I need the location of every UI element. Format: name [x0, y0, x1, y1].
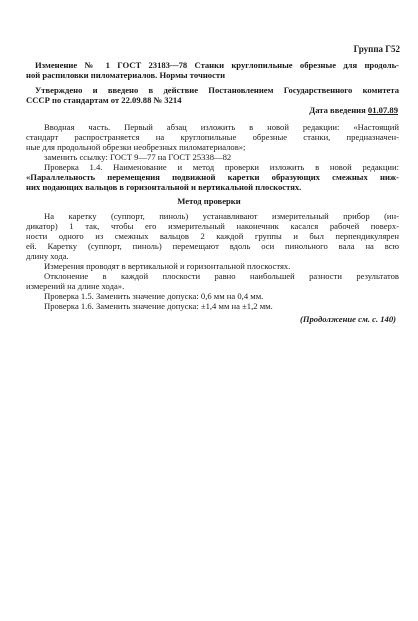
- change-title-line-1: Изменение № 1 ГОСТ 23183—78 Станки круглопильные обрезные для продоль-: [35, 60, 399, 70]
- method-heading: Метод проверки: [177, 196, 241, 206]
- effective-date-value: 01.07.89: [367, 105, 398, 115]
- effective-date-label: Дата введения: [309, 105, 366, 115]
- intro-line-1: Вводная часть. Первый абзац изложить в новой редакции: «Настоящий: [44, 122, 399, 132]
- group-code: Группа Г52: [353, 44, 400, 54]
- approval-line-2: СССР по стандартам от 22.09.88 № 3214: [26, 95, 182, 105]
- method-line-1: На каретку (суппорт, пиноль) устанавливают измерительный прибор (ин-: [44, 211, 399, 221]
- intro-line-4: заменить ссылку: ГОСТ 9—77 на ГОСТ 25338—82: [44, 152, 232, 162]
- check14-line-3: них подающих вальцов в горизонтальной и вертикальной плоскостях.: [26, 182, 302, 192]
- method-line-4: ей. Каретку (суппорт, пиноль) перемещают вдоль оси пинольного вала на всю: [26, 241, 399, 251]
- method-line-8: измерений на длине хода».: [26, 281, 125, 291]
- intro-line-3: ные для продольной обрезки необрезных пиломатериалов»;: [26, 142, 246, 152]
- change-title-line-2: ной распиловки пиломатериалов. Нормы точности: [26, 70, 226, 80]
- method-line-3: ности одного из смежных вальцов 2 каждой группы и был перпендикулярен: [26, 231, 399, 241]
- check15-text: Проверка 1.5. Заменить значение допуска: 0,6 мм на 0,4 мм.: [44, 291, 264, 301]
- method-line-6: Измерения проводят в вертикальной и горизонтальной плоскостях.: [44, 261, 291, 271]
- check14-line-2: «Параллельность перемещения подвижной каретки образующих смежных ниж-: [26, 172, 399, 182]
- intro-line-2: стандарт распространяется на круглопильные обрезные станки, предназначен-: [26, 132, 399, 142]
- check14-line-1: Проверка 1.4. Наименование и метод проверки изложить в новой редакции:: [44, 162, 399, 172]
- continuation-note: (Продолжение см. с. 140): [299, 314, 396, 324]
- approval-line-1: Утверждено и введено в действие Постановлением Государственного комитета: [35, 85, 399, 95]
- method-line-5: длину хода.: [26, 251, 69, 261]
- method-line-2: дикатор) 1 так, чтобы его измерительный наконечник касался рабочей поверх-: [26, 221, 399, 231]
- method-line-7: Отклонение в каждой плоскости равно наибольшей разности результатов: [44, 271, 399, 281]
- effective-date: [309, 105, 398, 115]
- check16-text: Проверка 1.6. Заменить значение допуска: ±1,4 мм на ±1,2 мм.: [44, 301, 273, 311]
